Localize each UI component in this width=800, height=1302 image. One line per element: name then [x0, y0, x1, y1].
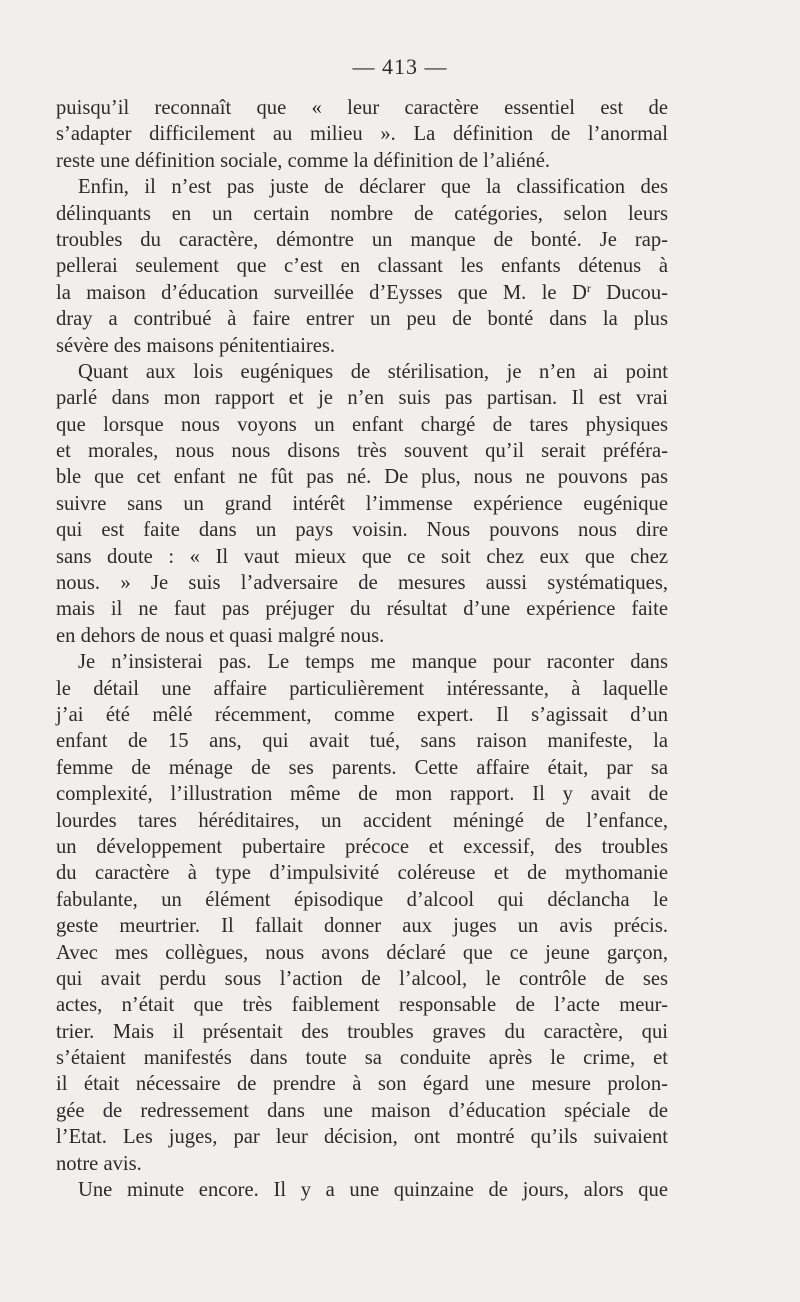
text-line: s’étaient manifestés dans toute sa conduite après le crime, et — [56, 1047, 668, 1070]
text-line: puisqu’il reconnaît que « leur caractère essentiel est de — [56, 97, 668, 119]
text-line: qui avait perdu sous l’action de l’alcool, le contrôle de ses — [56, 967, 668, 990]
text-line: qui est faite dans un pays voisin. Nous pouvons nous dire — [56, 519, 668, 542]
text-line: fabulante, un élément épisodique d’alcool qui déclancha le — [56, 888, 668, 911]
text-line: sévère des maisons pénitentiaires. — [56, 334, 336, 357]
text-line: reste une définition sociale, comme la définition de l’aliéné. — [56, 149, 551, 172]
text-line: délinquants en un certain nombre de catégories, selon leurs — [56, 202, 668, 225]
text-line: Une minute encore. Il y a une quinzaine de jours, alors que — [78, 1179, 668, 1202]
text-line: suivre sans un grand intérêt l’immense expérience eugénique — [56, 492, 668, 515]
body-text — [56, 95, 668, 1203]
text-line: un développement pubertaire précoce et excessif, des troubles — [56, 835, 668, 858]
text-line: femme de ménage de ses parents. Cette affaire était, par sa — [56, 756, 668, 779]
text-line: troubles du caractère, démontre un manque de bonté. Je rap- — [56, 228, 668, 251]
text-line: geste meurtrier. Il fallait donner aux juges un avis précis. — [56, 915, 668, 938]
text-line: pellerai seulement que c’est en classant les enfants détenus à — [56, 255, 668, 278]
text-line: parlé dans mon rapport et je n’en suis pas partisan. Il est vrai — [56, 387, 668, 410]
text-line: s’adapter difficilement au milieu ». La définition de l’anormal — [56, 123, 668, 146]
text-line: gée de redressement dans une maison d’éducation spéciale de — [56, 1099, 668, 1122]
text-line: trier. Mais il présentait des troubles graves du caractère, qui — [56, 1020, 668, 1043]
text-line: sans doute : « Il vaut mieux que ce soit chez eux que chez — [56, 545, 668, 568]
text-line: Enfin, il n’est pas juste de déclarer que la classification des — [78, 176, 668, 199]
text-line: ble que cet enfant ne fût pas né. De plus, nous ne pouvons pas — [56, 466, 668, 489]
text-line: en dehors de nous et quasi malgré nous. — [56, 624, 385, 647]
text-line: Avec mes collègues, nous avons déclaré que ce jeune garçon, — [56, 941, 668, 964]
page-number-header: — 413 — — [352, 54, 448, 79]
text-line: enfant de 15 ans, qui avait tué, sans raison manifeste, la — [56, 730, 668, 753]
text-line: actes, n’était que très faiblement responsable de l’acte meur- — [56, 994, 668, 1017]
text-line: dray a contribué à faire entrer un peu de bonté dans la plus — [56, 308, 668, 331]
text-line: le détail une affaire particulièrement intéressante, à laquelle — [56, 677, 668, 700]
text-line: mais il ne faut pas préjuger du résultat d’une expérience faite — [56, 598, 668, 621]
text-line: notre avis. — [56, 1152, 142, 1175]
text-line: j’ai été mêlé récemment, comme expert. Il s’agissait d’un — [56, 703, 668, 726]
text-line: l’Etat. Les juges, par leur décision, ont montré qu’ils suivaient — [56, 1126, 668, 1149]
text-line: et morales, nous nous disons très souvent qu’il serait préféra- — [56, 440, 668, 463]
text-line: que lorsque nous voyons un enfant chargé de tares physiques — [56, 413, 668, 436]
text-line: lourdes tares héréditaires, un accident méningé de l’enfance, — [56, 809, 668, 832]
text-line: la maison d’éducation surveillée d’Eysses que M. le $D^r$ Ducou- — [56, 280, 668, 304]
text-line: il était nécessaire de prendre à son égard une mesure prolon- — [56, 1073, 668, 1096]
text-line: nous. » Je suis l’adversaire de mesures aussi systématiques, — [56, 572, 668, 595]
text-line: du caractère à type d’impulsivité coléreuse et de mythomanie — [56, 862, 668, 885]
text-line: complexité, l’illustration même de mon rapport. Il y avait de — [56, 783, 668, 806]
text-line: Je n’insisterai pas. Le temps me manque pour raconter dans — [78, 651, 668, 674]
text-line: Quant aux lois eugéniques de stérilisation, je n’en ai point — [78, 360, 668, 383]
